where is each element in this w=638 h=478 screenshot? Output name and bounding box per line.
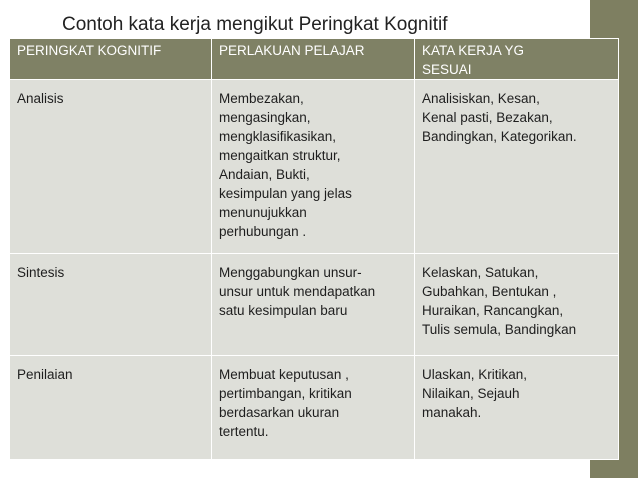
cell-perlakuan [212, 80, 415, 254]
table-row [10, 254, 619, 356]
header-label: PERINGKAT KOGNITIF [17, 43, 162, 58]
cell-peringkat [10, 254, 212, 356]
cell-peringkat [10, 80, 212, 254]
cell-text: Sintesis [17, 265, 65, 280]
header-peringkat-kognitif [10, 39, 212, 80]
header-perlakuan-pelajar [212, 39, 415, 80]
cell-perlakuan [212, 254, 415, 356]
cell-kata-kerja [415, 356, 619, 460]
cell-perlakuan [212, 356, 415, 460]
cell-kata-kerja [415, 80, 619, 254]
table-row [10, 80, 619, 254]
table-header-row [10, 39, 619, 80]
cognitive-verbs-table [9, 38, 619, 460]
cell-text: Kelaskan, Satukan, Gubahkan, Bentukan , Huraikan, Rancangkan, Tulis semula, Bandingkan [422, 265, 577, 337]
cell-text: Membuat keputusan , pertimbangan, kritikan berdasarkan ukuran tertentu. [219, 367, 352, 439]
cell-text: Membezakan, mengasingkan, mengklasifikasikan, mengaitkan struktur, Andaian, Bukti, kesimpulan yang jelas menunujukkan perhubungan . [219, 91, 352, 239]
cell-text: Penilaian [17, 367, 73, 382]
cell-text: Menggabungkan unsur- unsur untuk mendapatkan satu kesimpulan baru [219, 265, 376, 318]
cell-peringkat [10, 356, 212, 460]
cell-kata-kerja [415, 254, 619, 356]
header-kata-kerja [415, 39, 619, 80]
header-label: PERLAKUAN PELAJAR [219, 43, 365, 58]
cognitive-verbs-table-container [9, 38, 618, 460]
slide-title: Contoh kata kerja mengikut Peringkat Kognitif [62, 14, 448, 35]
cell-text: Analisiskan, Kesan, Kenal pasti, Bezakan, Bandingkan, Kategorikan. [422, 91, 577, 144]
cell-text: Ulaskan, Kritikan, Nilaikan, Sejauh manakah. [422, 367, 528, 420]
table-row [10, 356, 619, 460]
cell-text: Analisis [17, 91, 64, 106]
header-label: KATA KERJA YG SESUAI [422, 43, 525, 77]
